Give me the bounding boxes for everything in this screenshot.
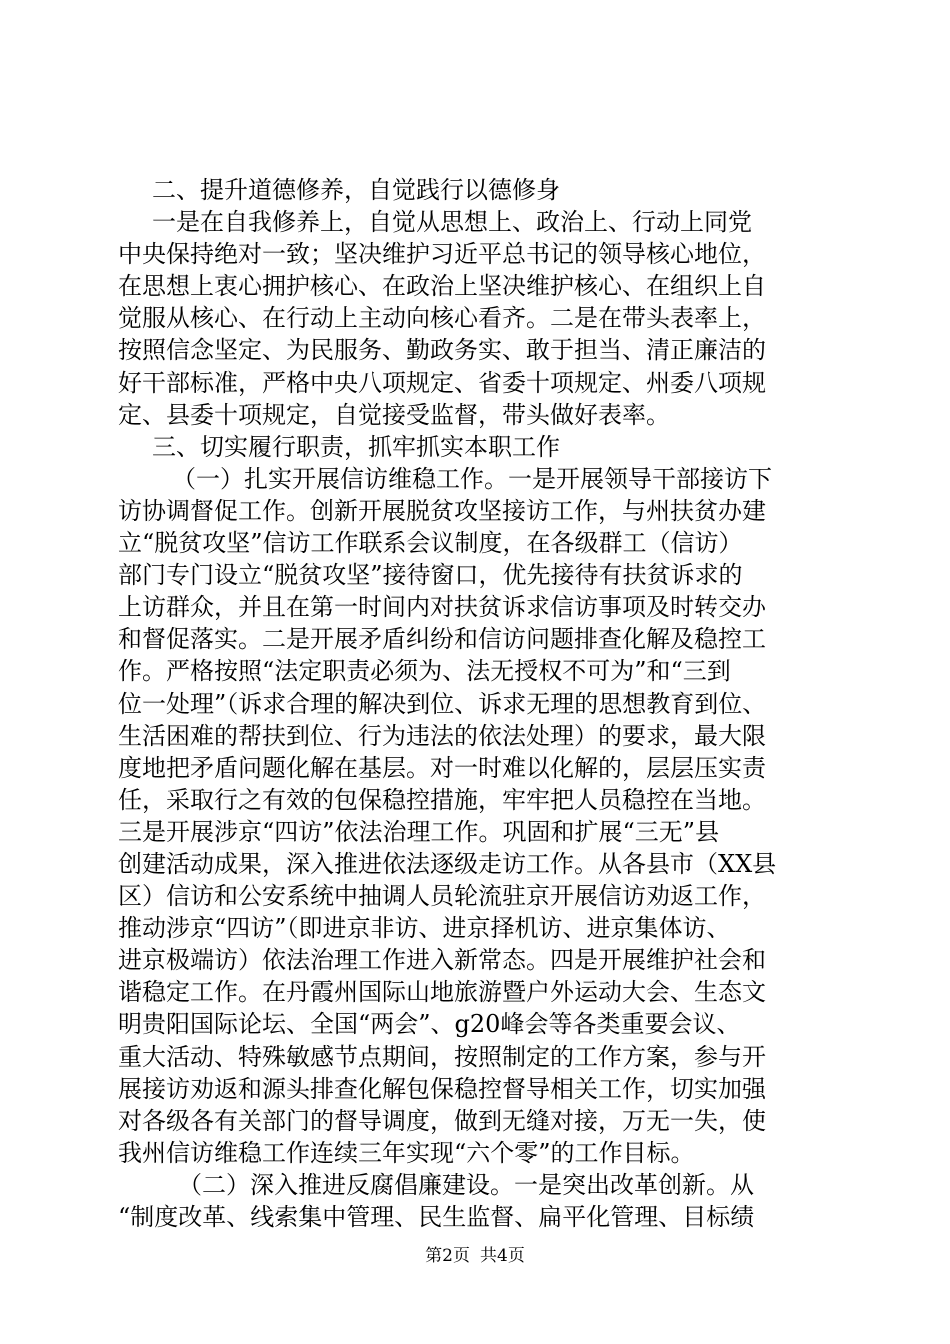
paragraph-line: 进京极端访）依法治理工作进入新常态。四是开展维护社会和 bbox=[118, 946, 766, 975]
paragraph-line: 中央保持绝对一致；坚决维护习近平总书记的领导核心地位， bbox=[118, 240, 766, 269]
document-body bbox=[118, 174, 830, 1233]
paragraph-line: 好干部标准，严格中央八项规定、省委十项规定、州委八项规 bbox=[118, 368, 766, 397]
page-number-total: 共4页 bbox=[480, 1246, 525, 1266]
paragraph-line: 定、县委十项规定，自觉接受监督，带头做好表率。 bbox=[118, 400, 670, 429]
paragraph-line: 对各级各有关部门的督导调度，做到无缝对接，万无一失，使 bbox=[118, 1106, 766, 1135]
paragraph-line: 谐稳定工作。在丹霞州国际山地旅游暨户外运动大会、生态文 bbox=[118, 978, 766, 1007]
paragraph-line: 立“脱贫攻坚”信访工作联系会议制度，在各级群工（信访） bbox=[118, 529, 743, 558]
paragraph-line: 区）信访和公安系统中抽调人员轮流驻京开展信访劝返工作， bbox=[118, 882, 766, 911]
page-number-current: 第2页 bbox=[425, 1246, 470, 1266]
paragraph-line: 部门专门设立“脱贫攻坚”接待窗口，优先接待有扶贫诉求的 bbox=[118, 561, 743, 590]
paragraph-line: 作。严格按照“法定职责必须为、法无授权不可为”和“三到 bbox=[118, 657, 731, 686]
paragraph-line: 度地把矛盾问题化解在基层。对一时难以化解的，层层压实责 bbox=[118, 753, 766, 782]
paragraph-line: 三是开展涉京“四访”依法治理工作。巩固和扩展“三无”县 bbox=[118, 817, 720, 846]
paragraph-line: 创建活动成果，深入推进依法逐级走访工作。从各县市（XX县 bbox=[118, 849, 777, 878]
paragraph-line: 任，采取行之有效的包保稳控措施，牢牢把人员稳控在当地。 bbox=[118, 785, 766, 814]
paragraph-line: 在思想上衷心拥护核心、在政治上坚决维护核心、在组织上自 bbox=[118, 272, 766, 301]
section-heading-moral: 二、提升道德修养，自觉践行以德修身 bbox=[152, 176, 560, 204]
paragraph-line: 展接访劝返和源头排查化解包保稳控督导相关工作，切实加强 bbox=[118, 1074, 766, 1103]
section-heading-duty: 三、切实履行职责，抓牢抓实本职工作 bbox=[152, 432, 560, 461]
paragraph-line: 重大活动、特殊敏感节点期间，按照制定的工作方案，参与开 bbox=[118, 1042, 766, 1071]
paragraph-line: 位一处理”（诉求合理的解决到位、诉求无理的思想教育到位、 bbox=[118, 689, 767, 718]
paragraph-line: 按照信念坚定、为民服务、勤政务实、敢于担当、清正廉洁的 bbox=[118, 336, 766, 365]
paragraph-line: 访协调督促工作。创新开展脱贫攻坚接访工作，与州扶贫办建 bbox=[118, 496, 766, 525]
paragraph-line: 一是在自我修养上，自觉从思想上、政治上、行动上同党 bbox=[152, 208, 752, 237]
paragraph-line: 推动涉京“四访”（即进京非访、进京择机访、进京集体访、 bbox=[118, 914, 731, 943]
paragraph-line: 生活困难的帮扶到位、行为违法的依法处理）的要求，最大限 bbox=[118, 721, 766, 750]
paragraph-line: 和督促落实。二是开展矛盾纠纷和信访问题排查化解及稳控工 bbox=[118, 625, 766, 654]
paragraph-line: 我州信访维稳工作连续三年实现“六个零”的工作目标。 bbox=[118, 1138, 695, 1167]
page-footer bbox=[0, 1244, 950, 1268]
subsection-heading-petition: （一）扎实开展信访维稳工作。一是开展领导干部接访下 bbox=[172, 464, 772, 493]
paragraph-line: 觉服从核心、在行动上主动向核心看齐。二是在带头表率上， bbox=[118, 304, 766, 333]
subsection-heading-anticorruption: （二）深入推进反腐倡廉建设。一是突出改革创新。从 bbox=[178, 1170, 754, 1199]
paragraph-line: “制度改革、线索集中管理、民生监督、扁平化管理、目标绩 bbox=[118, 1203, 755, 1231]
paragraph-line: 明贵阳国际论坛、全国“两会”、g20峰会等各类重要会议、 bbox=[118, 1010, 741, 1039]
paragraph-line: 上访群众，并且在第一时间内对扶贫诉求信访事项及时转交办 bbox=[118, 593, 766, 622]
